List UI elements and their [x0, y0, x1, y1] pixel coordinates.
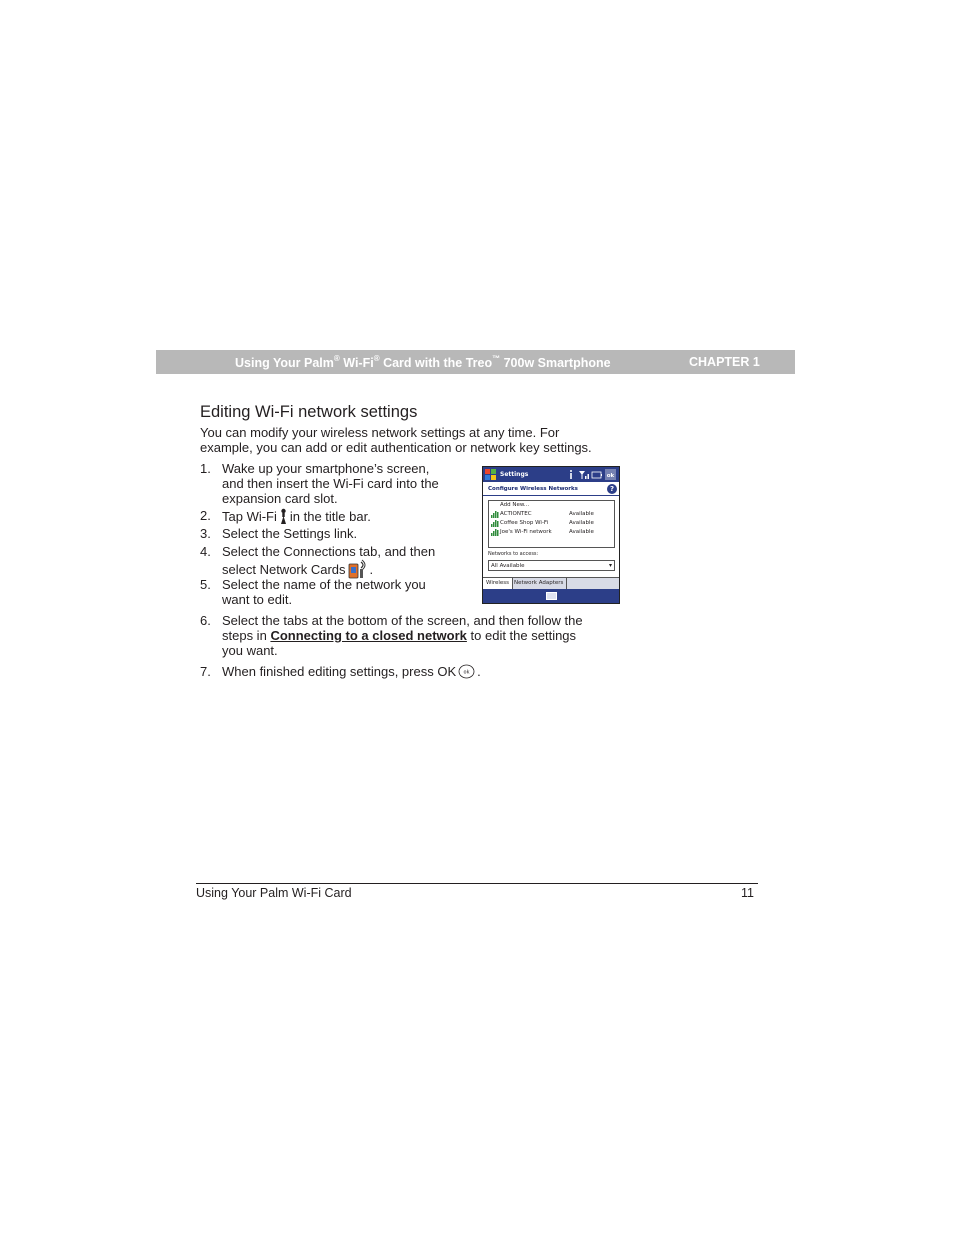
svg-text:ok: ok: [606, 473, 615, 479]
tab-network-adapters[interactable]: Network Adapters: [511, 578, 567, 589]
tab-wireless[interactable]: Wireless: [483, 578, 513, 589]
wireless-signal-icon: [491, 529, 499, 536]
signal-icon: [579, 471, 589, 479]
device-tab-bar: [483, 577, 619, 589]
running-header-title: Using Your Palm® Wi-Fi® Card with the Treo™ 700w Smartphone: [235, 354, 611, 371]
connecting-closed-network-link[interactable]: Connecting to a closed network: [270, 628, 467, 643]
device-page-header: Configure Wireless Networks ?: [483, 482, 619, 496]
dropdown-arrow-icon: ▾: [608, 562, 612, 569]
list-item[interactable]: Coffee Shop Wi-Fi Available: [489, 519, 614, 528]
network-cards-icon: [348, 559, 368, 579]
intro-paragraph: You can modify your wireless network settings at any time. For example, you can add or edit authentication or network key settings.: [200, 425, 592, 455]
keyboard-icon[interactable]: [546, 592, 557, 600]
windows-start-icon: [485, 469, 496, 480]
status-icons: [565, 469, 617, 480]
footer-title: Using Your Palm Wi-Fi Card: [196, 886, 352, 900]
section-title: Editing Wi-Fi network settings: [200, 403, 418, 421]
ok-icon: [605, 469, 616, 480]
list-item-add-new[interactable]: Add New...: [500, 502, 530, 508]
device-title-bar: [483, 467, 619, 482]
device-menu-bar: [483, 589, 619, 603]
list-item[interactable]: ACTIONTEC Available: [489, 510, 614, 519]
help-icon[interactable]: ?: [607, 484, 617, 494]
ok-button-icon: [458, 664, 475, 679]
list-item[interactable]: Joe's Wi-Fi network Available: [489, 528, 614, 537]
device-title: Settings: [500, 471, 529, 478]
svg-text:ok: ok: [463, 669, 470, 676]
settings-screen-screenshot: [482, 466, 620, 604]
wireless-signal-icon: [491, 511, 499, 518]
wifi-antenna-icon: [280, 508, 287, 524]
networks-access-select[interactable]: All Available ▾: [488, 560, 615, 571]
chapter-label: CHAPTER 1: [689, 355, 760, 369]
battery-icon: [592, 472, 602, 478]
networks-access-label: Networks to access:: [488, 551, 539, 557]
wireless-signal-icon: [491, 520, 499, 527]
wireless-networks-list: [488, 500, 615, 548]
page-number: 11: [741, 886, 754, 900]
footer-rule: [196, 883, 758, 884]
info-icon: [570, 470, 572, 479]
